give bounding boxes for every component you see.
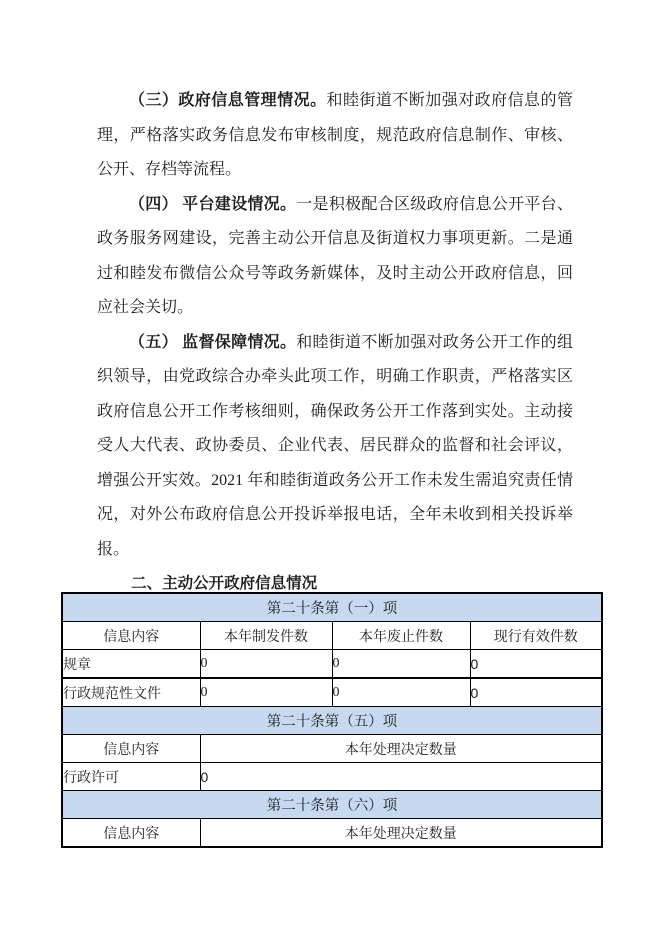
paragraph-lead: （五） 监督保障情况。 bbox=[129, 333, 297, 351]
table-row bbox=[62, 650, 602, 679]
table-row-label: 规章 bbox=[62, 650, 200, 679]
document-body-text bbox=[97, 84, 573, 602]
table-value-cell: 0 bbox=[470, 650, 602, 679]
table-value-cell: 0 bbox=[200, 763, 602, 791]
table-column-header: 信息内容 bbox=[62, 819, 200, 848]
table-column-header: 信息内容 bbox=[62, 735, 200, 763]
table-section-title-row bbox=[62, 707, 602, 735]
statistics-table bbox=[61, 592, 603, 848]
table-column-header: 信息内容 bbox=[62, 622, 200, 650]
table-column-header: 本年制发件数 bbox=[200, 622, 332, 650]
table-section-title: 第二十条第（六）项 bbox=[62, 791, 602, 819]
table-column-header: 现行有效件数 bbox=[470, 622, 602, 650]
statistics-table-wrapper bbox=[61, 592, 601, 848]
table-section-title: 第二十条第（一）项 bbox=[62, 593, 602, 622]
paragraph-lead: （四） 平台建设情况。 bbox=[129, 195, 297, 213]
paragraph bbox=[97, 188, 573, 326]
paragraph bbox=[97, 326, 573, 568]
table-column-header: 本年废止件数 bbox=[332, 622, 470, 650]
paragraph-body: 和睦街道不断加强对政府信息的管理，严格落实政务信息发布审核制度，规范政府信息制作、审核、公开、存档等流程。 bbox=[97, 92, 573, 178]
table-row-label: 行政规范性文件 bbox=[62, 678, 200, 707]
table-section-title-row bbox=[62, 791, 602, 819]
paragraph-body: 和睦街道不断加强对政务公开工作的组织领导，由党政综合办牵头此项工作，明确工作职责，严格落实区政府信息公开工作考核细则，确保政务公开工作落到实处。主动接受人大代表、政协委员、企业代表、居民群众的监督和社会评议，增强公开实效。2021 年和睦街道政务公开工作未发生需追究责任情况，对外公布政府信息公开投诉举报电话，全年未收到相关投诉举报。 bbox=[97, 333, 573, 558]
table-value-cell: 0 bbox=[200, 678, 332, 707]
table-column-header: 本年处理决定数量 bbox=[200, 819, 602, 848]
paragraph-lead: （三）政府信息管理情况。 bbox=[129, 92, 327, 109]
table-header-row bbox=[62, 622, 602, 650]
table-row bbox=[62, 678, 602, 707]
table-header-row bbox=[62, 819, 602, 848]
table-row bbox=[62, 763, 602, 791]
paragraph bbox=[97, 84, 573, 188]
table-value-cell: 0 bbox=[332, 650, 470, 679]
table-header-row bbox=[62, 735, 602, 763]
table-row-label: 行政许可 bbox=[62, 763, 200, 791]
paragraph-body: 一是积极配合区级政府信息公开平台、政务服务网建设，完善主动公开信息及街道权力事项更新。二是通过和睦发布微信公众号等政务新媒体，及时主动公开政府信息，回应社会关切。 bbox=[97, 195, 573, 316]
table-value-cell: 0 bbox=[470, 678, 602, 707]
table-value-cell: 0 bbox=[200, 650, 332, 679]
table-value-cell: 0 bbox=[332, 678, 470, 707]
table-column-header: 本年处理决定数量 bbox=[200, 735, 602, 763]
table-section-title: 第二十条第（五）项 bbox=[62, 707, 602, 735]
table-section-title-row bbox=[62, 593, 602, 622]
section-heading: 二、主动公开政府信息情况 bbox=[131, 575, 318, 592]
